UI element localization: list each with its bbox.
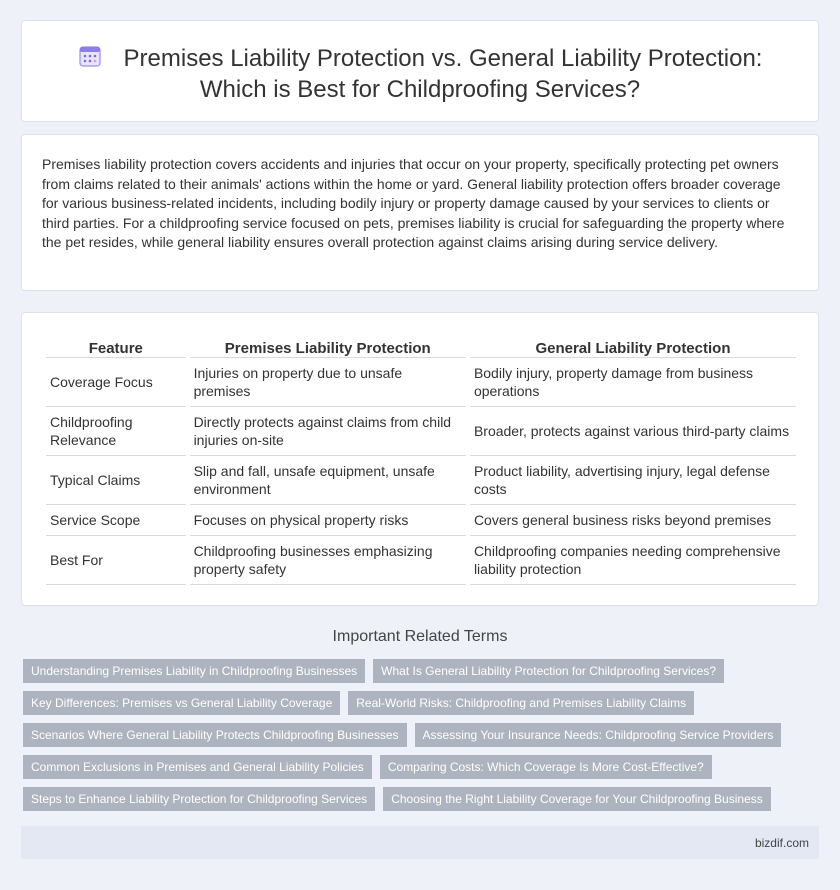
table-cell: Injuries on property due to unsafe premises bbox=[190, 358, 466, 407]
comparison-table bbox=[42, 333, 800, 585]
related-term-tag[interactable]: Common Exclusions in Premises and General Liability Policies bbox=[23, 755, 372, 779]
table-row bbox=[46, 407, 796, 456]
footer bbox=[21, 826, 819, 859]
intro-paragraph: Premises liability protection covers accidents and injuries that occur on your property, specifically protecting pet owners from claims related to their animals' actions within the home or yard. General liability protection offers broader coverage for various business-related incidents, including bodily injury or property damage caused by your services to clients or third parties. For a childproofing service focused on pets, premises liability is crucial for safeguarding the property where the pet resides, while general liability ensures overall protection against claims arising during service delivery. bbox=[42, 156, 785, 250]
table-cell: Slip and fall, unsafe equipment, unsafe environment bbox=[190, 456, 466, 505]
calendar-icon bbox=[78, 44, 102, 68]
table-cell: Best For bbox=[46, 536, 186, 585]
table-row bbox=[46, 536, 796, 585]
related-terms-heading: Important Related Terms bbox=[332, 628, 508, 645]
title-line-1: Premises Liability Protection vs. General Liability Protection: bbox=[123, 45, 763, 72]
footer-site-link[interactable]: bizdif.com bbox=[754, 836, 809, 850]
page-title bbox=[22, 43, 818, 105]
intro-card bbox=[21, 134, 819, 291]
table-cell: Typical Claims bbox=[46, 456, 186, 505]
table-cell: Bodily injury, property damage from business operations bbox=[470, 358, 796, 407]
table-cell: Product liability, advertising injury, legal defense costs bbox=[470, 456, 796, 505]
table-cell: Service Scope bbox=[46, 505, 186, 536]
related-term-tag[interactable]: Comparing Costs: Which Coverage Is More Cost-Effective? bbox=[380, 755, 712, 779]
header-general: General Liability Protection bbox=[470, 333, 796, 358]
related-term-tag[interactable]: Scenarios Where General Liability Protects Childproofing Businesses bbox=[23, 723, 407, 747]
header-premises: Premises Liability Protection bbox=[190, 333, 466, 358]
related-term-tag[interactable]: Understanding Premises Liability in Childproofing Businesses bbox=[23, 659, 365, 683]
table-cell: Focuses on physical property risks bbox=[190, 505, 466, 536]
table-cell: Broader, protects against various third-party claims bbox=[470, 407, 796, 456]
related-terms-list bbox=[23, 659, 823, 819]
related-term-tag[interactable]: What Is General Liability Protection for Childproofing Services? bbox=[373, 659, 724, 683]
title-line-2: Which is Best for Childproofing Services? bbox=[199, 76, 641, 103]
table-cell: Coverage Focus bbox=[46, 358, 186, 407]
table-header-row bbox=[46, 333, 796, 358]
related-term-tag[interactable]: Real-World Risks: Childproofing and Premises Liability Claims bbox=[348, 691, 694, 715]
title-card bbox=[21, 20, 819, 122]
table-cell: Childproofing Relevance bbox=[46, 407, 186, 456]
related-term-tag[interactable]: Assessing Your Insurance Needs: Childproofing Service Providers bbox=[415, 723, 782, 747]
table-cell: Childproofing companies needing comprehensive liability protection bbox=[470, 536, 796, 585]
table-row bbox=[46, 456, 796, 505]
table-cell: Covers general business risks beyond premises bbox=[470, 505, 796, 536]
table-row bbox=[46, 505, 796, 536]
related-term-tag[interactable]: Key Differences: Premises vs General Liability Coverage bbox=[23, 691, 340, 715]
comparison-card bbox=[21, 312, 819, 606]
header-feature: Feature bbox=[46, 333, 186, 358]
related-term-tag[interactable]: Steps to Enhance Liability Protection for Childproofing Services bbox=[23, 787, 375, 811]
table-cell: Childproofing businesses emphasizing property safety bbox=[190, 536, 466, 585]
table-cell: Directly protects against claims from child injuries on-site bbox=[190, 407, 466, 456]
related-term-tag[interactable]: Choosing the Right Liability Coverage for Your Childproofing Business bbox=[383, 787, 771, 811]
table-row bbox=[46, 358, 796, 407]
